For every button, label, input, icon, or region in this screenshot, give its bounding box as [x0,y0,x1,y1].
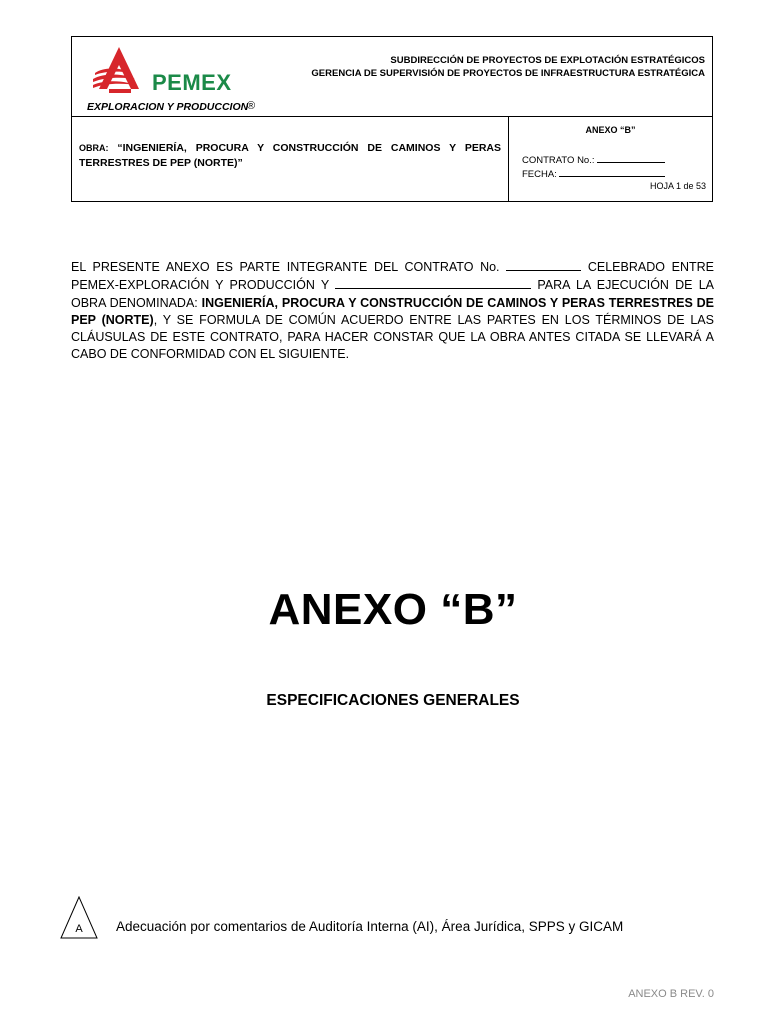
anexo-label: ANEXO “B” [585,125,636,135]
contract-number-blank [506,258,581,271]
header-title-line2: GERENCIA DE SUPERVISIÓN DE PROYECTOS DE INFRAESTRUCTURA ESTRATÉGICA [311,68,705,79]
intro-obra-name: INGENIERÍA, PROCURA Y CONSTRUCCIÓN DE CAMINOS Y PERAS TERRESTRES DE PEP (NORTE) [71,295,714,327]
intro-part1: EL PRESENTE ANEXO ES PARTE INTEGRANTE DEL CONTRATO No. [71,260,500,274]
header-titles [311,54,705,80]
subtitle: ESPECIFICACIONES GENERALES [266,692,520,709]
intro-paragraph [71,258,714,364]
revision-note: Adecuación por comentarios de Auditoría Interna (AI), Área Jurídica, SPPS y GICAM [116,919,624,934]
obra-title: “INGENIERÍA, PROCURA Y CONSTRUCCIÓN DE CAMINOS Y PERAS TERRESTRES DE PEP (NORTE)” [79,142,501,169]
obra-label: OBRA: [79,143,109,153]
fecha-field [522,167,665,180]
fecha-label: FECHA: [522,169,557,180]
pemex-logo [85,45,265,111]
intro-part3: PARA LA EJECUCIÓN DE LA OBRA DENOMINADA: [71,278,714,310]
obra-cell [72,117,509,201]
main-title: ANEXO “B” [268,585,518,634]
header-title-line1: SUBDIRECCIÓN DE PROYECTOS DE EXPLOTACIÓN ESTRATÉGICOS [390,55,705,66]
document-header [71,36,713,202]
footer-revision: ANEXO B REV. 0 [628,988,714,1000]
page-counter: HOJA 1 de 53 [649,181,706,191]
revision-mark: A [75,923,83,935]
anexo-cell [509,117,712,201]
intro-part4: , Y SE FORMULA DE COMÚN ACUERDO ENTRE LAS PARTES EN LOS TÉRMINOS DE LAS CLÁUSULAS DE ESTE CONTRATO, PARA HACER CONSTAR QUE LA OBRA ANTES CITADA SE LLEVARÁ A CABO DE CONFORMIDAD CON EL SIGUIENTE. [71,312,714,362]
revision-triangle-icon [60,896,98,940]
contrato-field [522,153,665,166]
logo-subtitle: EXPLORACION Y PRODUCCION [87,101,249,113]
pemex-flame-icon [85,45,155,105]
header-top-row [72,37,712,117]
obra-description [79,141,501,171]
fecha-blank [559,167,665,177]
contractor-blank [335,276,531,289]
intro-part2: CELEBRADO ENTRE PEMEX-EXPLORACIÓN Y PRODUCCIÓN Y [71,260,714,293]
logo-brand: PEMEX [152,70,232,95]
contrato-label: CONTRATO No.: [522,155,595,166]
logo-registered-mark: ® [247,100,256,112]
contrato-blank [597,153,665,163]
